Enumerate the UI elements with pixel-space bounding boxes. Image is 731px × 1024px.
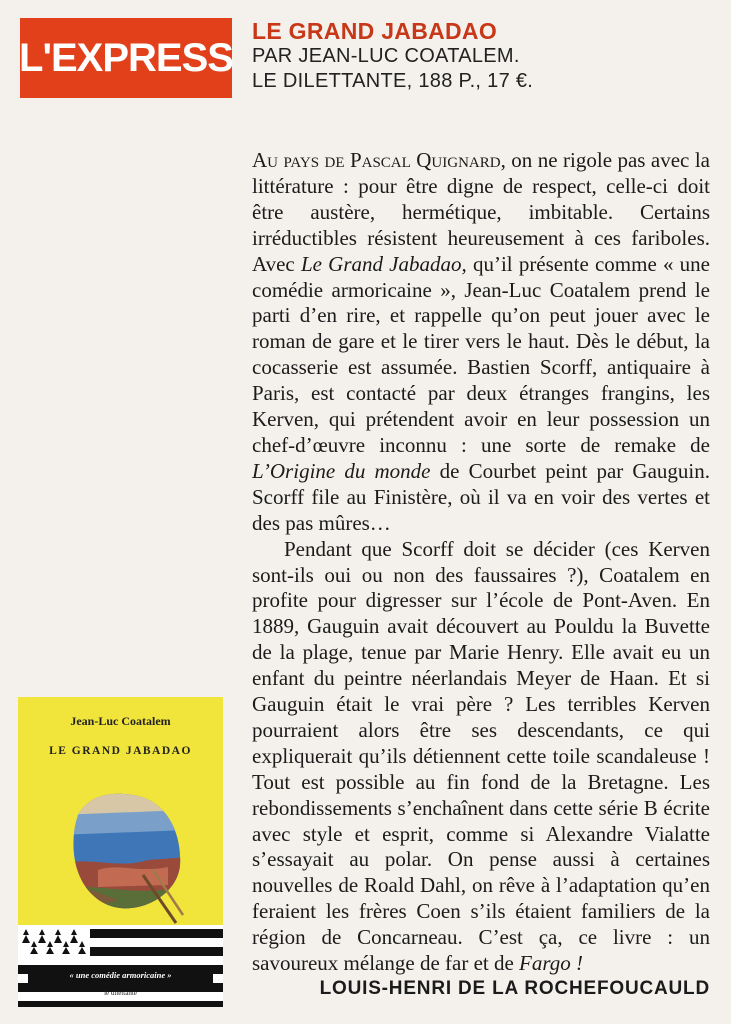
ermine-icon [18,925,90,955]
palette-painting-icon [58,775,188,925]
text: de Courbet peint par Gauguin. Scorff file au Finistère, où il va en voir des vertes et des pas mûres… [252,458,710,535]
book-author: PAR JEAN-LUC COATALEM. [252,45,520,67]
cover-author: Jean-Luc Coatalem [70,714,171,728]
paragraph-2 [252,537,710,977]
painting-title-ref: L’Origine du monde [252,458,431,483]
book-title-ref: Le Grand Jabadao, [300,251,467,276]
book-title: LE GRAND JABADAO [252,18,498,44]
cover-title: LE GRAND JABADAO [49,745,192,757]
book-cover [18,697,223,1007]
lexpress-logo: L'EXPRESS [20,18,232,98]
cover-tagline: « une comédie armoricaine » [28,967,213,983]
text: on ne rigole pas avec la littérature : pour être digne de respect, celle-ci doit être austère, hermétique, imbitable. Certains irréductibles résistent heureusement à ces fariboles. Avec [252,148,710,276]
lead-in: Au pays de Pascal Quignard, [252,148,506,172]
review-article [252,148,710,977]
cover-publisher: le dilettante [104,989,137,997]
book-publisher: LE DILETTANTE, 188 P., 17 €. [252,70,534,92]
film-title-ref: Fargo ! [519,951,584,976]
text: qu’il présente comme « une comédie armoricaine », Jean-Luc Coatalem prend le parti d’en rire, et rappelle qu’on peut jouer avec le roman de gare et le tirer vers le haut. Dès le début, la cocasserie est assumée. Bastien Scorff, antiquaire à Paris, est contacté par deux étranges frangins, les Kerven, qui prétendent avoir en leur possession un chef-d’œuvre inconnu : une sorte de remake de [252,251,710,457]
byline: LOUIS-HENRI DE LA ROCHEFOUCAULD [319,978,710,999]
paragraph-1 [252,148,710,537]
text: Pendant que Scorff doit se décider (ces Kerven sont-ils oui ou non des faussaires ?), Coatalem en profite pour digresser sur l’école de Pont-Aven. En 1889, Gauguin avait découvert au Pouldu la Buvette de la plage, tenue par Marie Henry. Elle avait eu un enfant du peintre néerlandais Meyer de Haan. Et si Gauguin était le vrai père ? Les terribles Kerven pourraient alors être ses descendants, ce qui expliquerait qu’ils détiennent cette toile scandaleuse ! Tout est possible au fin fond de la Bretagne. Les rebondissements s’enchaînent dans cette série B écrite avec style et esprit, comme si Alexandre Vialatte s’essayait au polar. On pense aussi à certaines nouvelles de Roald Dahl, on rêve à l’adaptation qu’en feraient les frères Coen s’ils étaient familiers de la région de Concarneau. C’est ça, ce livre : un savoureux mélange de far et de [252,536,710,976]
book-info [252,18,712,94]
